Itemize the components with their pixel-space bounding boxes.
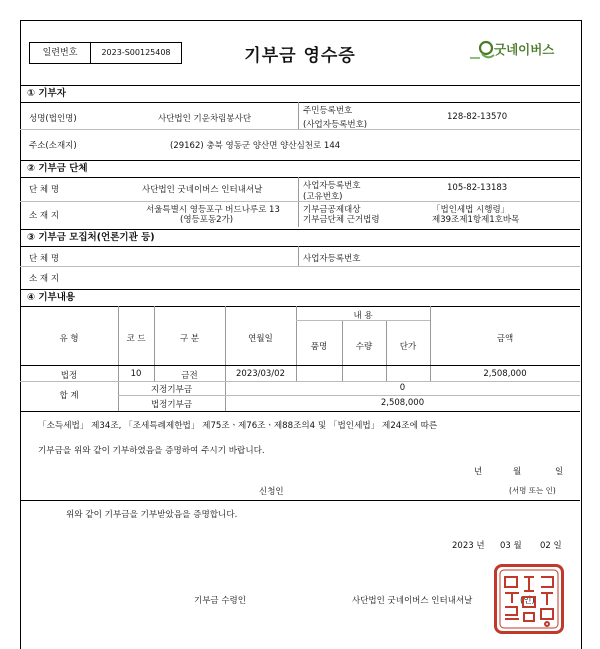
row-amount: 2,508,000 bbox=[483, 369, 527, 379]
rule bbox=[20, 102, 580, 103]
header-qty: 수량 bbox=[355, 342, 373, 352]
section-donation-title: ④ 기부내용 bbox=[21, 290, 579, 306]
header-type: 유 형 bbox=[59, 334, 79, 344]
statement-line-1: 「소득세법」 제34조, 「조세특례제한법」 제75조ㆍ제76조ㆍ제88조의4 및 「법인세법」 제24조에 따른 bbox=[38, 421, 438, 431]
org-reg-label-1: 사업자등록번호 bbox=[303, 181, 361, 191]
designated-label: 지정기부금 bbox=[150, 385, 193, 395]
goodneighbors-logo bbox=[470, 38, 580, 62]
header-amount: 금액 bbox=[496, 334, 514, 344]
donor-id-label-1: 주민등록번호 bbox=[303, 106, 353, 116]
confirm-text: 위와 같이 기부금을 기부받았음을 증명합니다. bbox=[66, 510, 238, 520]
divider bbox=[298, 246, 299, 266]
donor-name-value: 사단법인 기운차림봉사단 bbox=[158, 114, 252, 124]
date-day-label: 일 bbox=[555, 467, 564, 477]
org-reg-value: 105-82-13183 bbox=[447, 183, 508, 193]
rule bbox=[20, 129, 580, 130]
seal-mark: (인) bbox=[520, 596, 535, 606]
donor-id-value: 128-82-13570 bbox=[447, 112, 508, 122]
rule bbox=[20, 266, 580, 267]
org-address-value-1: 서울특별시 영등포구 버드나루로 13 bbox=[146, 205, 280, 215]
date-month-label: 월 bbox=[513, 467, 522, 477]
rule bbox=[20, 246, 580, 247]
applicant-label: 신청인 bbox=[259, 487, 284, 497]
rule bbox=[20, 381, 580, 382]
donor-name-label: 성명(법인명) bbox=[29, 114, 77, 124]
row-code: 10 bbox=[130, 369, 142, 379]
official-seal-stamp bbox=[494, 564, 564, 634]
header-item: 품명 bbox=[310, 342, 328, 352]
org-basis-value-1: 「법인세법 시행령」 bbox=[432, 205, 510, 215]
header-code: 코 드 bbox=[126, 334, 146, 344]
rule bbox=[20, 306, 580, 307]
rule bbox=[20, 201, 580, 202]
page-title: 기부금 영수증 bbox=[244, 46, 356, 66]
raiser-reg-label: 사업자등록번호 bbox=[303, 254, 361, 264]
logo-text: 굿네이버스 bbox=[494, 42, 555, 57]
org-basis-label-1: 기부금공제대상 bbox=[303, 205, 361, 215]
org-address-value-2: (영등포동2가) bbox=[180, 215, 234, 225]
rule bbox=[20, 500, 580, 501]
receiver-name: 사단법인 굿네이버스 인터내셔날 bbox=[352, 596, 473, 606]
org-basis-label-2: 기부금단체 근거법령 bbox=[303, 215, 380, 225]
row-kind: 금전 bbox=[181, 371, 198, 381]
row-date: 2023/03/02 bbox=[236, 369, 285, 379]
legal-value: 2,508,000 bbox=[380, 398, 425, 408]
org-address-label: 소 재 지 bbox=[29, 211, 60, 221]
issue-day: 02 일 bbox=[540, 541, 562, 551]
donor-address-label: 주소(소재지) bbox=[29, 141, 77, 151]
header-kind: 구 분 bbox=[179, 334, 200, 344]
org-name-value: 사단법인 굿네이버스 인터내셔날 bbox=[142, 185, 263, 195]
divider bbox=[298, 102, 299, 129]
rule bbox=[20, 177, 580, 178]
serial-value: 2023-S00125408 bbox=[101, 48, 171, 57]
row-type: 법정 bbox=[60, 371, 78, 381]
header-content: 내 용 bbox=[353, 311, 373, 321]
section-donor-title: ① 기부자 bbox=[21, 86, 579, 102]
org-reg-label-2: (고유번호) bbox=[303, 192, 343, 202]
serial-label: 일련번호 bbox=[30, 43, 91, 63]
org-basis-value-2: 제39조제1항제1호바목 bbox=[432, 215, 520, 225]
section-org-title: ② 기부금 단체 bbox=[21, 161, 579, 177]
header-date: 연월일 bbox=[248, 334, 273, 344]
seal-glyph bbox=[497, 567, 561, 631]
donor-id-label-2: (사업자등록번호) bbox=[303, 120, 368, 130]
designated-value: 0 bbox=[399, 383, 406, 393]
raiser-name-label: 단 체 명 bbox=[29, 254, 60, 264]
divider bbox=[298, 177, 299, 227]
legal-label: 법정기부금 bbox=[150, 400, 193, 410]
header-price: 단가 bbox=[399, 342, 417, 352]
donor-address-value: (29162) 충북 영동군 양산면 양산심천로 144 bbox=[170, 141, 341, 151]
issue-month: 03 월 bbox=[500, 541, 522, 551]
sign-note: (서명 또는 인) bbox=[509, 486, 556, 495]
rule bbox=[20, 365, 580, 366]
org-name-label: 단 체 명 bbox=[29, 185, 60, 195]
receiver-label: 기부금 수령인 bbox=[194, 596, 246, 606]
rule bbox=[118, 395, 580, 396]
serial-number-box bbox=[29, 42, 182, 64]
section-raiser-title: ③ 기부금 모집처(언론기관 등) bbox=[21, 230, 579, 246]
raiser-address-label: 소 재 지 bbox=[29, 274, 60, 284]
logo-icon bbox=[470, 38, 496, 62]
rule bbox=[20, 411, 580, 412]
total-label: 합 계 bbox=[59, 391, 79, 401]
date-year-label: 년 bbox=[474, 467, 483, 477]
issue-year: 2023 년 bbox=[452, 541, 485, 551]
statement-line-2: 기부금을 위와 같이 기부하였음을 증명하여 주시기 바랍니다. bbox=[38, 446, 265, 456]
